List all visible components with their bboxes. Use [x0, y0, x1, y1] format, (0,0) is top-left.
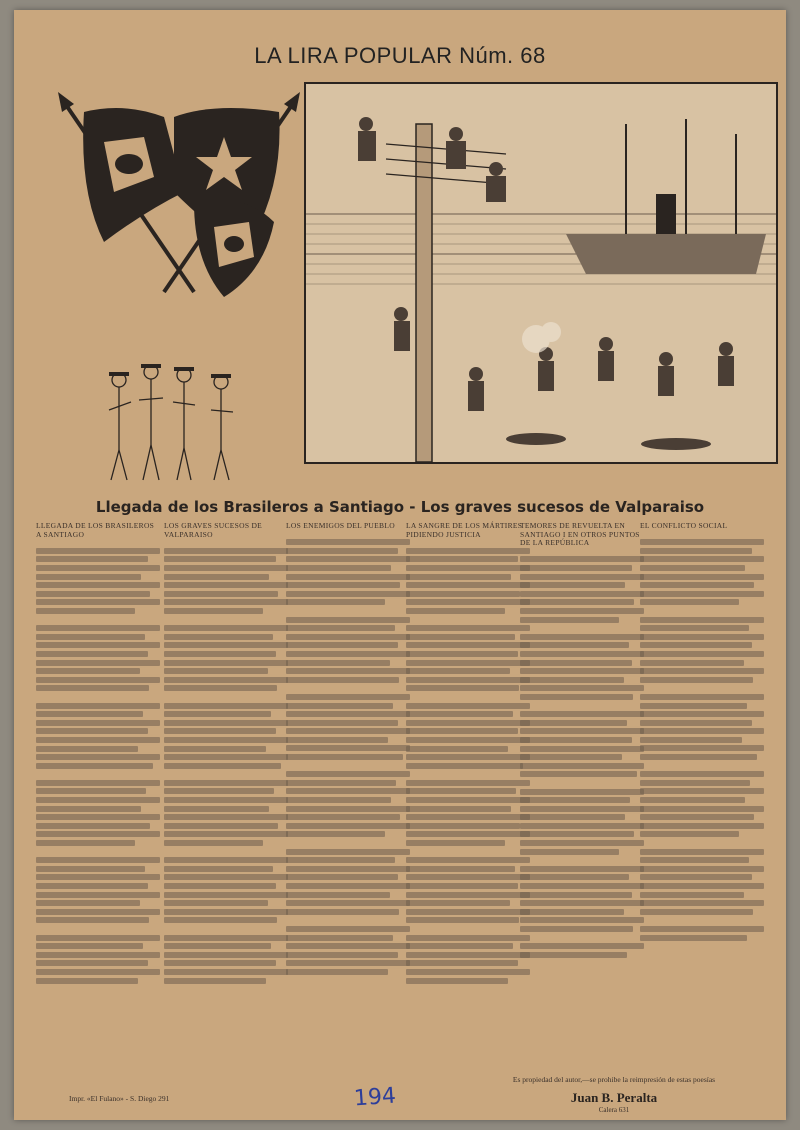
section-heading: LOS ENEMIGOS DEL PUEBLO: [286, 521, 395, 530]
section-heading: LOS GRAVES SUCESOS DE VALPARAISO: [164, 521, 263, 539]
headline: Llegada de los Brasileros a Santiago - Los graves sucesos de Valparaiso: [95, 498, 705, 516]
ownership-notice: Es propiedad del autor,—se prohibe la reimpresión de estas poesías: [512, 1075, 716, 1084]
broadside-sheet: [14, 10, 786, 1120]
section-heading: TEMORES DE REVUELTA EN SANTIAGO I EN OTROS PUNTOS DE LA REPÚBLICA: [520, 521, 640, 548]
column-6: [640, 522, 764, 943]
crossed-flags-illustration: [44, 82, 314, 312]
masthead-title: LA LIRA POPULAR Núm. 68: [254, 43, 546, 68]
column-3: [286, 522, 410, 978]
author-signature: Juan B. Peralta: [570, 1090, 658, 1105]
riot-scene-illustration: [304, 82, 778, 464]
author-address: Calera 631: [598, 1106, 630, 1114]
archive-stamp: 194: [353, 1083, 397, 1112]
section-heading: LLEGADA DE LOS BRASILEROS A SANTIAGO: [36, 521, 155, 539]
column-5: [520, 522, 644, 960]
column-2: [164, 522, 288, 986]
printer-imprint: Impr. «El Fulano» - S. Diego 291: [69, 1094, 170, 1103]
section-heading: EL CONFLICTO SOCIAL: [640, 521, 728, 530]
section-heading: LA SANGRE DE LOS MÁRTIRES PIDIENDO JUSTICIA: [406, 521, 523, 539]
column-1: [36, 522, 160, 986]
column-4: [406, 522, 530, 986]
officers-illustration: [99, 340, 249, 490]
